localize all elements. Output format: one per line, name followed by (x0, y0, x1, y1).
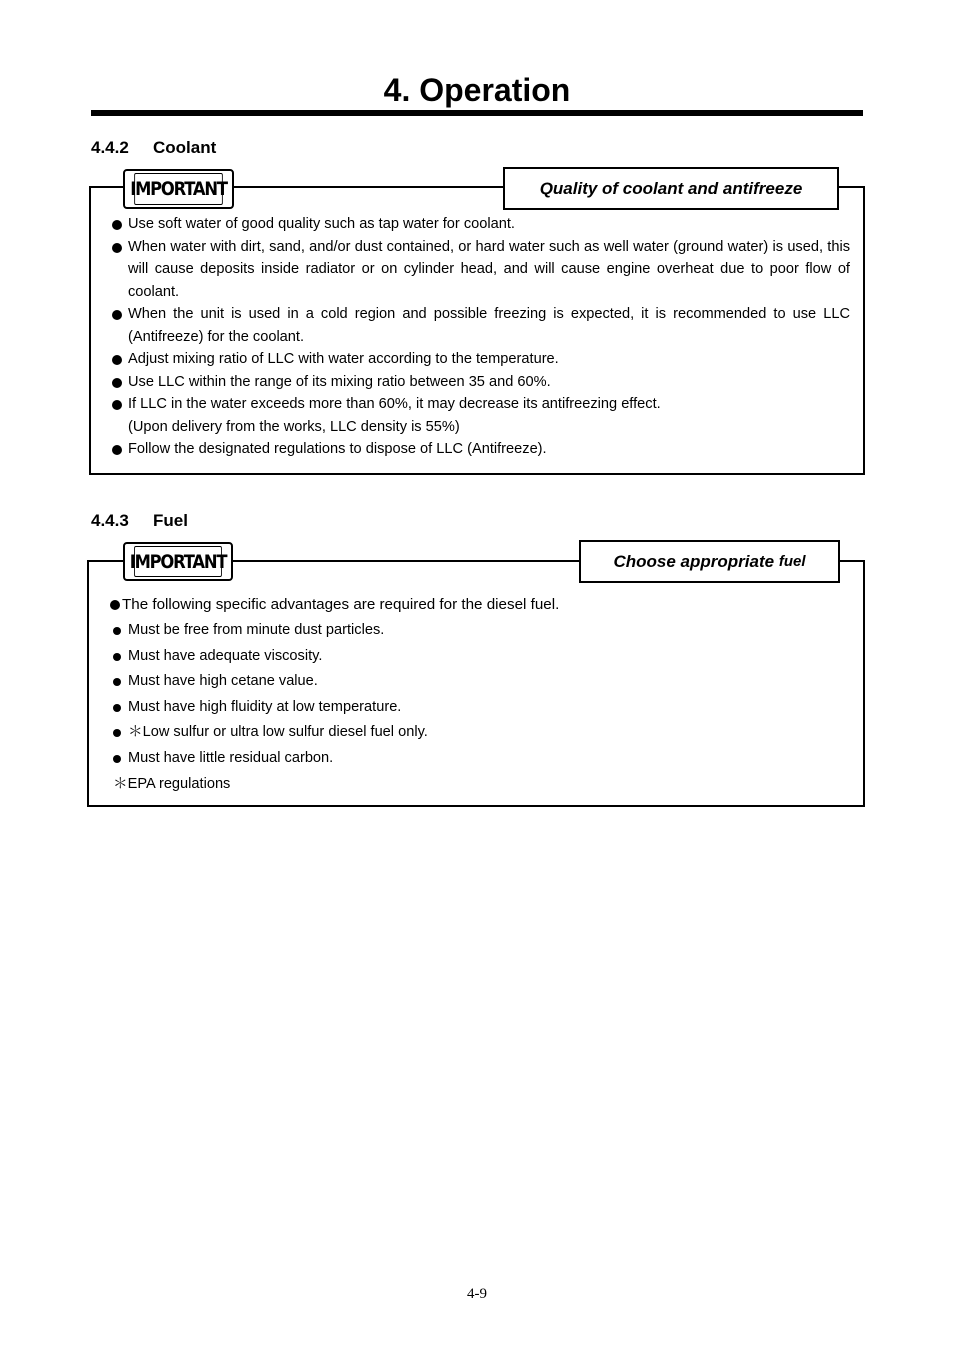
section-title: Coolant (153, 138, 217, 157)
list-item: Must be free from minute dust particles. (89, 618, 849, 644)
important-badge-label: IMPORTANT (134, 173, 223, 205)
bullet-icon (113, 627, 121, 635)
page-title: 4. Operation (383, 72, 571, 108)
bullet-icon (113, 704, 121, 712)
coolant-topic-label: Quality of coolant and antifreeze (539, 178, 803, 198)
list-item: Must have little residual carbon. (89, 746, 849, 772)
bullet-icon (112, 378, 122, 388)
list-item: When the unit is used in a cold region and possible freezing is expected, it is recommended to use LLC (Antifreeze) for the coolant. (91, 303, 850, 348)
important-badge-label: IMPORTANT (134, 546, 222, 577)
section-number: 4.4.3 (91, 511, 129, 530)
list-item: When water with dirt, sand, and/or dust contained, or hard water such as well water (ground water) is used, this will cause deposits inside radiator or on cylinder head, and will cause engine overheat due to poor flow of coolant. (91, 236, 850, 304)
section-heading-fuel (91, 511, 188, 531)
coolant-topic-tab (503, 167, 839, 210)
list-item: The following specific advantages are required for the diesel fuel. (89, 592, 849, 618)
list-item: Use soft water of good quality such as tap water for coolant. (91, 213, 850, 236)
fuel-topic-label: Choose appropriate (613, 551, 775, 571)
list-item: Must have adequate viscosity. (89, 644, 849, 670)
list-item: Use LLC within the range of its mixing ratio between 35 and 60%. (91, 371, 850, 394)
fuel-list (89, 592, 849, 797)
section-number: 4.4.2 (91, 138, 129, 157)
important-badge (123, 542, 233, 581)
list-item: If LLC in the water exceeds more than 60%, it may decrease its antifreezing effect. (91, 393, 850, 416)
bullet-icon (110, 600, 120, 610)
bullet-icon (112, 310, 122, 320)
title-rule (91, 110, 863, 116)
section-heading-coolant (91, 138, 216, 158)
list-item: Must have high cetane value. (89, 669, 849, 695)
list-item: Adjust mixing ratio of LLC with water according to the temperature. (91, 348, 850, 371)
section-title: Fuel (153, 511, 188, 530)
list-item: ＊Low sulfur or ultra low sulfur diesel fuel only. (89, 720, 849, 746)
bullet-icon (112, 220, 122, 230)
bullet-icon (113, 653, 121, 661)
list-item: Must have high fluidity at low temperature. (89, 695, 849, 721)
fuel-topic-tab (579, 540, 840, 583)
bullet-icon (113, 729, 121, 737)
important-badge (123, 169, 234, 209)
footnote: ＊EPA regulations (113, 775, 231, 792)
bullet-icon (113, 678, 121, 686)
list-item: Follow the designated regulations to dispose of LLC (Antifreeze). (91, 438, 850, 461)
list-item-continuation: (Upon delivery from the works, LLC density is 55%) (128, 418, 460, 435)
bullet-icon (112, 445, 122, 455)
page-number: 4-9 (467, 1286, 487, 1302)
bullet-icon (112, 355, 122, 365)
bullet-icon (112, 400, 122, 410)
fuel-topic-label-small: fuel (778, 553, 806, 570)
bullet-icon (112, 243, 122, 253)
coolant-list (91, 213, 850, 461)
bullet-icon (113, 755, 121, 763)
